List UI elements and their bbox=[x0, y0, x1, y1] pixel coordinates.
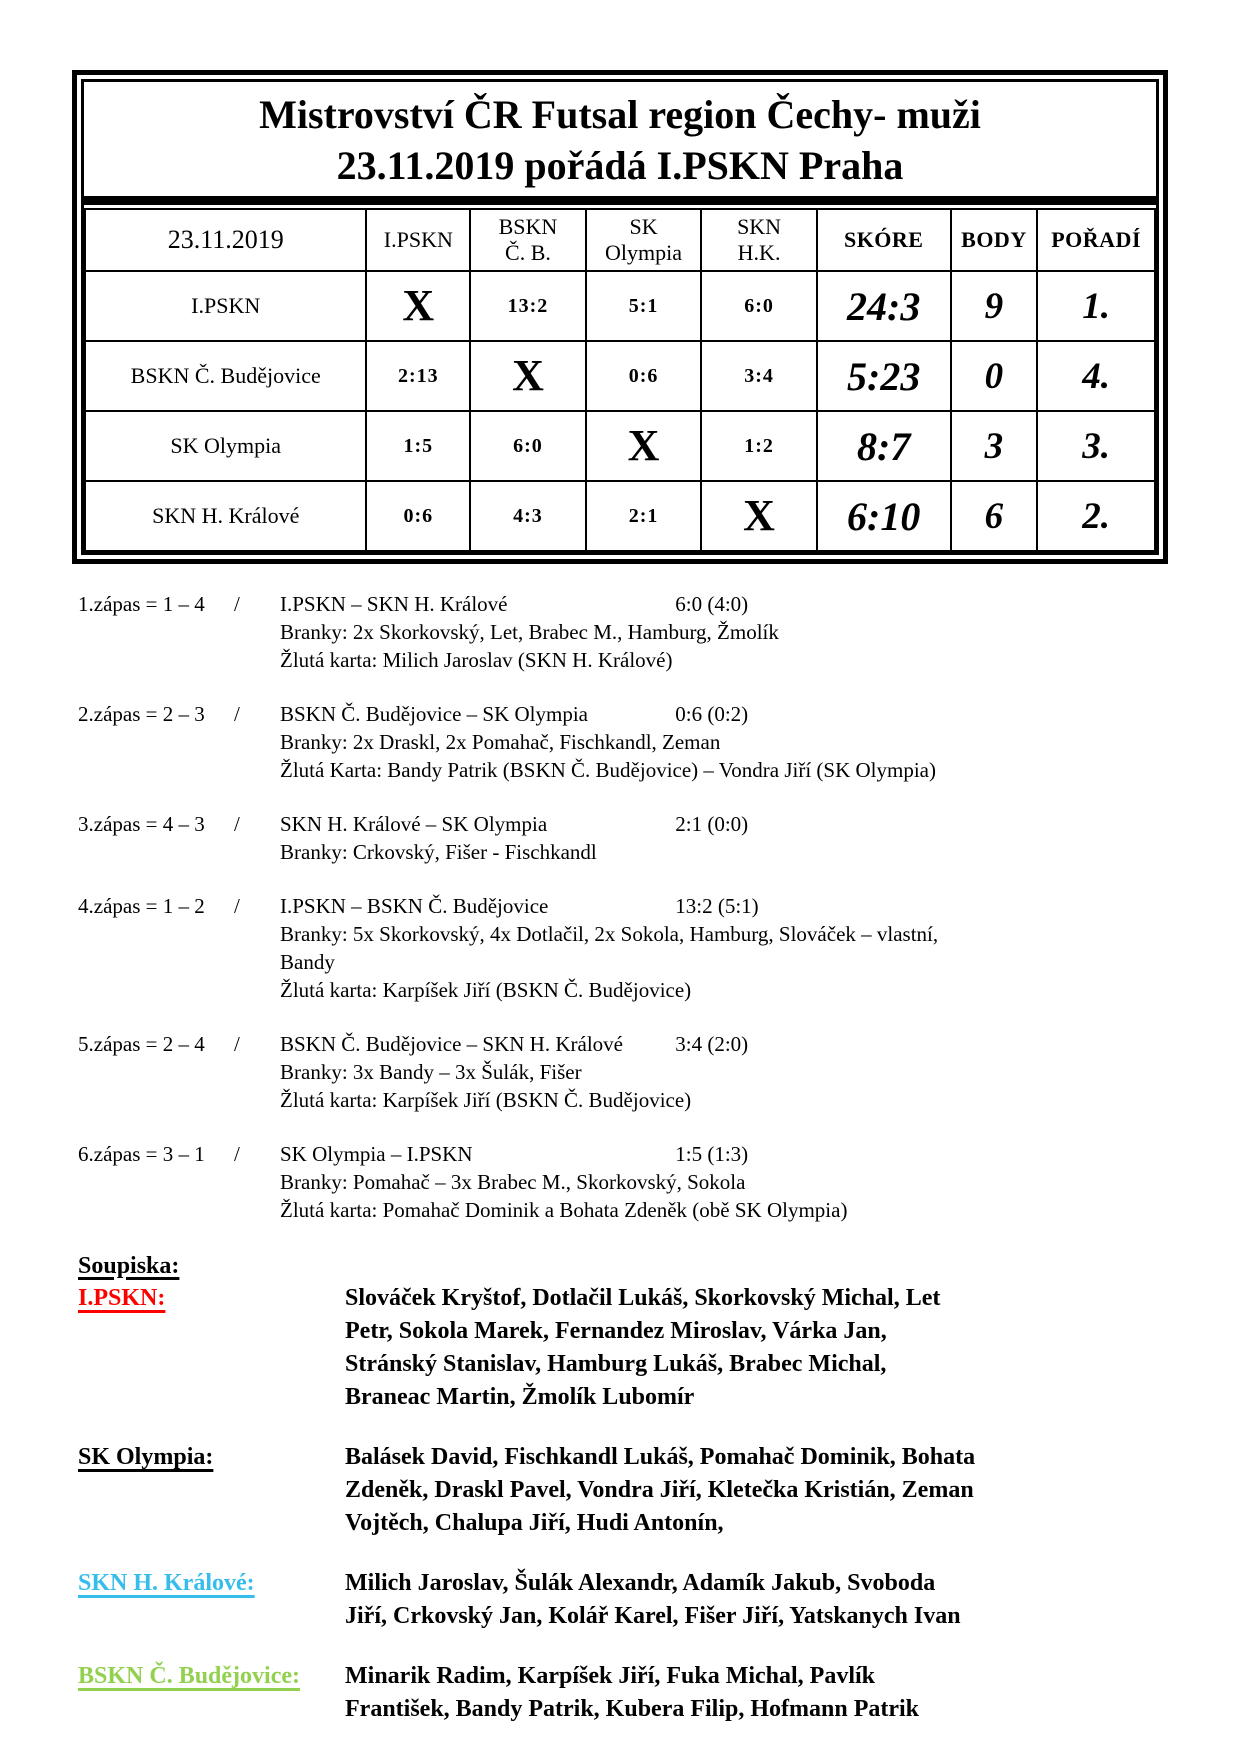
roster-players-line: Minarik Radim, Karpíšek Jiří, Fuka Michal, Pavlík bbox=[345, 1663, 876, 1689]
match-label: 1.zápas = 1 – 4 bbox=[78, 592, 205, 616]
roster-skn-hk bbox=[78, 1567, 1168, 1633]
result-cell: 13:2 bbox=[470, 271, 586, 341]
match-result-1 bbox=[78, 590, 1168, 674]
match-score: 1:5 (1:3) bbox=[675, 1142, 749, 1166]
match-label: 3.zápas = 4 – 3 bbox=[78, 812, 205, 836]
match-goals: Branky: Crkovský, Fišer - Fischkandl bbox=[280, 840, 597, 864]
match-fixture-line bbox=[280, 810, 1168, 838]
standings-row-skn-hk bbox=[85, 481, 1155, 551]
header-col-skn-hk bbox=[701, 209, 817, 271]
title-line-1: Mistrovství ČR Futsal region Čechy- muži bbox=[259, 92, 981, 137]
result-cell: 1:5 bbox=[366, 411, 470, 481]
result-cell-self: X bbox=[701, 481, 817, 551]
points-cell: 3 bbox=[951, 411, 1038, 481]
match-score: 3:4 (2:0) bbox=[675, 1032, 749, 1056]
match-yellow-card: Žlutá karta: Pomahač Dominik a Bohata Zdeněk (obě SK Olympia) bbox=[280, 1198, 848, 1222]
match-fixture-line bbox=[280, 1030, 1168, 1058]
score-cell: 5:23 bbox=[817, 341, 951, 411]
roster-players-line: Petr, Sokola Marek, Fernandez Miroslav, Várka Jan, bbox=[345, 1318, 887, 1344]
roster-team-name: I.PSKN: bbox=[78, 1285, 166, 1311]
roster-players bbox=[345, 1441, 1168, 1540]
match-fixture-line bbox=[280, 1140, 1168, 1168]
header-col-skore: SKÓRE bbox=[817, 209, 951, 271]
standings-row-bskn-cb bbox=[85, 341, 1155, 411]
roster-sk-olympia bbox=[78, 1441, 1168, 1540]
header-col-poradi: POŘADÍ bbox=[1037, 209, 1155, 271]
standings-row-ipskn bbox=[85, 271, 1155, 341]
rank-cell: 3. bbox=[1037, 411, 1155, 481]
match-fixture: SK Olympia – I.PSKN bbox=[280, 1142, 473, 1166]
team-name-cell: SKN H. Králové bbox=[85, 481, 366, 551]
result-cell-self: X bbox=[366, 271, 470, 341]
header-col-line2: H.K. bbox=[737, 240, 781, 265]
points-cell: 6 bbox=[951, 481, 1038, 551]
match-fixture: BSKN Č. Budějovice – SKN H. Králové bbox=[280, 1032, 623, 1056]
standings-box bbox=[72, 70, 1168, 564]
score-cell: 6:10 bbox=[817, 481, 951, 551]
roster-players-line: Milich Jaroslav, Šulák Alexandr, Adamík Jakub, Svoboda bbox=[345, 1570, 936, 1596]
header-col-line1: SK bbox=[629, 214, 658, 239]
header-col-line2: Č. B. bbox=[505, 240, 551, 265]
result-cell: 4:3 bbox=[470, 481, 586, 551]
roster-team-name: SKN H. Králové: bbox=[78, 1570, 255, 1596]
match-slash: / bbox=[234, 812, 240, 836]
match-goals: Branky: Pomahač – 3x Brabec M., Skorkovský, Sokola bbox=[280, 1170, 746, 1194]
standings-header-row bbox=[85, 209, 1155, 271]
roster-players-line: Jiří, Crkovský Jan, Kolář Karel, Fišer Jiří, Yatskanych Ivan bbox=[345, 1603, 961, 1629]
roster-heading: Soupiska: bbox=[78, 1253, 180, 1279]
roster-section bbox=[78, 1250, 1168, 1726]
match-goals: Branky: 3x Bandy – 3x Šulák, Fišer bbox=[280, 1060, 582, 1084]
result-cell: 6:0 bbox=[701, 271, 817, 341]
roster-team-name: BSKN Č. Budějovice: bbox=[78, 1663, 300, 1689]
roster-players-line: František, Bandy Patrik, Kubera Filip, Hofmann Patrik bbox=[345, 1696, 920, 1722]
match-label: 4.zápas = 1 – 2 bbox=[78, 894, 205, 918]
match-fixture: I.PSKN – SKN H. Králové bbox=[280, 592, 508, 616]
match-yellow-card: Žlutá karta: Karpíšek Jiří (BSKN Č. Budějovice) bbox=[280, 1088, 692, 1112]
result-cell: 2:13 bbox=[366, 341, 470, 411]
standings-table bbox=[84, 208, 1156, 552]
match-label: 6.zápas = 3 – 1 bbox=[78, 1142, 205, 1166]
match-goals-continued: Bandy bbox=[280, 950, 335, 974]
match-slash: / bbox=[234, 592, 240, 616]
result-cell: 1:2 bbox=[701, 411, 817, 481]
match-results-section bbox=[78, 590, 1168, 1224]
result-cell: 5:1 bbox=[586, 271, 702, 341]
header-col-line2: Olympia bbox=[605, 240, 683, 265]
roster-team-name: SK Olympia: bbox=[78, 1444, 214, 1470]
roster-players bbox=[345, 1282, 1168, 1414]
roster-ipskn bbox=[78, 1282, 1168, 1414]
match-fixture-line bbox=[280, 590, 1168, 618]
match-fixture: SKN H. Králové – SK Olympia bbox=[280, 812, 548, 836]
match-yellow-card: Žlutá Karta: Bandy Patrik (BSKN Č. Budějovice) – Vondra Jiří (SK Olympia) bbox=[280, 758, 936, 782]
match-score: 0:6 (0:2) bbox=[675, 702, 749, 726]
rank-cell: 2. bbox=[1037, 481, 1155, 551]
header-date: 23.11.2019 bbox=[85, 209, 366, 271]
match-yellow-card: Žlutá karta: Karpíšek Jiří (BSKN Č. Budějovice) bbox=[280, 978, 692, 1002]
standings-box-inner bbox=[81, 79, 1159, 555]
match-score: 2:1 (0:0) bbox=[675, 812, 749, 836]
header-col-body: BODY bbox=[951, 209, 1038, 271]
roster-players bbox=[345, 1567, 1168, 1633]
title-line-2: 23.11.2019 pořádá I.PSKN Praha bbox=[336, 143, 904, 188]
match-fixture-line bbox=[280, 700, 1168, 728]
match-goals: Branky: 2x Skorkovský, Let, Brabec M., Hamburg, Žmolík bbox=[280, 620, 779, 644]
header-col-bskn-cb bbox=[470, 209, 586, 271]
roster-players-line: Vojtěch, Chalupa Jiří, Hudi Antonín, bbox=[345, 1510, 724, 1536]
points-cell: 9 bbox=[951, 271, 1038, 341]
team-name-cell: BSKN Č. Budějovice bbox=[85, 341, 366, 411]
roster-bskn-cb bbox=[78, 1660, 1168, 1726]
match-fixture: BSKN Č. Budějovice – SK Olympia bbox=[280, 702, 588, 726]
match-result-3 bbox=[78, 810, 1168, 866]
match-result-5 bbox=[78, 1030, 1168, 1114]
standings-row-sk-olympia bbox=[85, 411, 1155, 481]
match-label: 2.zápas = 2 – 3 bbox=[78, 702, 205, 726]
result-cell: 0:6 bbox=[366, 481, 470, 551]
score-cell: 24:3 bbox=[817, 271, 951, 341]
result-cell-self: X bbox=[586, 411, 702, 481]
match-result-6 bbox=[78, 1140, 1168, 1224]
result-cell-self: X bbox=[470, 341, 586, 411]
header-col-line1: BSKN bbox=[498, 214, 558, 239]
roster-players-line: Balásek David, Fischkandl Lukáš, Pomahač Dominik, Bohata bbox=[345, 1444, 976, 1470]
match-slash: / bbox=[234, 702, 240, 726]
match-slash: / bbox=[234, 1032, 240, 1056]
header-col-line1: SKN bbox=[737, 214, 782, 239]
header-col-ipskn: I.PSKN bbox=[366, 209, 470, 271]
roster-players bbox=[345, 1660, 1168, 1726]
match-score: 6:0 (4:0) bbox=[675, 592, 749, 616]
result-cell: 0:6 bbox=[586, 341, 702, 411]
team-name-cell: I.PSKN bbox=[85, 271, 366, 341]
result-cell: 3:4 bbox=[701, 341, 817, 411]
match-goals: Branky: 2x Draskl, 2x Pomahač, Fischkandl, Zeman bbox=[280, 730, 721, 754]
roster-players-line: Slováček Kryštof, Dotlačil Lukáš, Skorkovský Michal, Let bbox=[345, 1285, 941, 1311]
roster-players-line: Braneac Martin, Žmolík Lubomír bbox=[345, 1384, 695, 1410]
match-yellow-card: Žlutá karta: Milich Jaroslav (SKN H. Králové) bbox=[280, 648, 673, 672]
match-goals: Branky: 5x Skorkovský, 4x Dotlačil, 2x Sokola, Hamburg, Slováček – vlastní, bbox=[280, 922, 939, 946]
score-cell: 8:7 bbox=[817, 411, 951, 481]
result-cell: 6:0 bbox=[470, 411, 586, 481]
match-label: 5.zápas = 2 – 4 bbox=[78, 1032, 205, 1056]
roster-players-line: Stránský Stanislav, Hamburg Lukáš, Brabec Michal, bbox=[345, 1351, 887, 1377]
match-score: 13:2 (5:1) bbox=[675, 894, 759, 918]
match-result-4 bbox=[78, 892, 1168, 1004]
match-fixture-line bbox=[280, 892, 1168, 920]
team-name-cell: SK Olympia bbox=[85, 411, 366, 481]
match-result-2 bbox=[78, 700, 1168, 784]
points-cell: 0 bbox=[951, 341, 1038, 411]
rank-cell: 4. bbox=[1037, 341, 1155, 411]
header-col-sk-olympia bbox=[586, 209, 702, 271]
rank-cell: 1. bbox=[1037, 271, 1155, 341]
result-cell: 2:1 bbox=[586, 481, 702, 551]
match-slash: / bbox=[234, 894, 240, 918]
match-slash: / bbox=[234, 1142, 240, 1166]
roster-players-line: Zdeněk, Draskl Pavel, Vondra Jiří, Kletečka Kristián, Zeman bbox=[345, 1477, 974, 1503]
document-title bbox=[84, 82, 1156, 205]
match-fixture: I.PSKN – BSKN Č. Budějovice bbox=[280, 894, 549, 918]
